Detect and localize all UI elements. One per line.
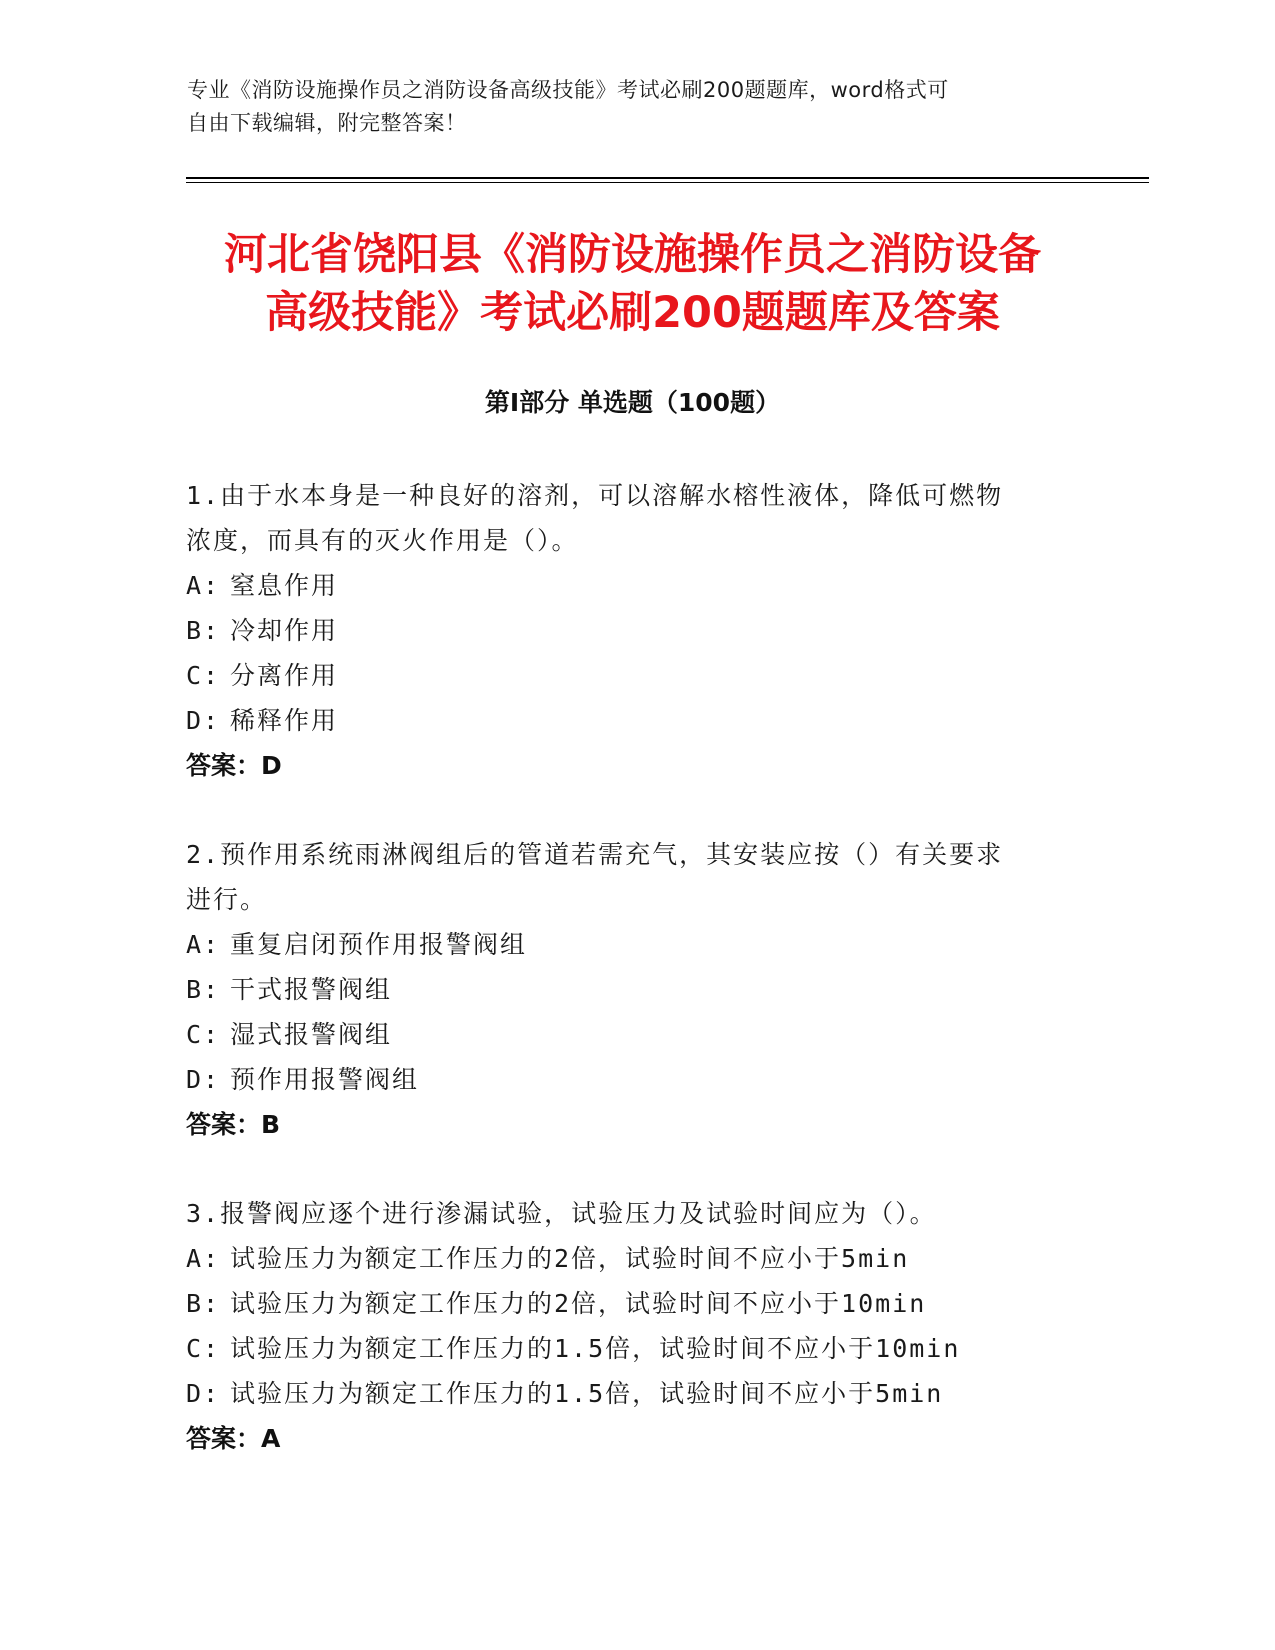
section-title: 第Ⅰ部分 单选题（100题） <box>484 388 781 417</box>
answer-label: 答案：D <box>186 751 282 780</box>
option-text: 窒息作用 <box>230 571 339 600</box>
option-b <box>186 608 1086 653</box>
question-3 <box>186 1191 1086 1461</box>
option-text: 试验压力为额定工作压力的1.5倍，试验时间不应小于10min <box>230 1334 961 1363</box>
option-c <box>186 1326 1086 1371</box>
question-2 <box>186 832 1086 1147</box>
option-letter: D: <box>186 1379 221 1408</box>
option-d <box>186 1371 1086 1416</box>
option-a <box>186 922 1086 967</box>
option-text: 稀释作用 <box>230 706 339 735</box>
header-rule-thin <box>186 182 1149 183</box>
option-text: 试验压力为额定工作压力的2倍，试验时间不应小于10min <box>230 1289 927 1318</box>
question-stem-line1: 3.报警阀应逐个进行渗漏试验，试验压力及试验时间应为（）。 <box>186 1199 937 1228</box>
option-letter: B: <box>186 975 221 1004</box>
option-c <box>186 653 1086 698</box>
option-text: 干式报警阀组 <box>230 975 393 1004</box>
option-a <box>186 563 1086 608</box>
option-d <box>186 698 1086 743</box>
option-a <box>186 1236 1086 1281</box>
option-letter: D: <box>186 706 221 735</box>
option-text: 分离作用 <box>230 661 339 690</box>
option-d <box>186 1057 1086 1102</box>
option-text: 冷却作用 <box>230 616 339 645</box>
option-text: 试验压力为额定工作压力的1.5倍，试验时间不应小于5min <box>230 1379 944 1408</box>
option-letter: C: <box>186 1334 221 1363</box>
header-intro-line1: 专业《消防设施操作员之消防设备高级技能》考试必刷200题题库，word格式可 <box>187 78 949 102</box>
document-title <box>186 226 1079 342</box>
option-text: 预作用报警阀组 <box>230 1065 420 1094</box>
question-list <box>186 473 1086 1505</box>
header-intro-line2: 自由下载编辑，附完整答案！ <box>187 111 467 135</box>
document-title-line1: 河北省饶阳县《消防设施操作员之消防设备 <box>224 230 1041 280</box>
question-stem-line1: 1.由于水本身是一种良好的溶剂，可以溶解水榕性液体，降低可燃物 <box>186 481 1004 510</box>
option-letter: A: <box>186 1244 221 1273</box>
question-stem-line2: 进行。 <box>186 885 268 914</box>
answer-label: 答案：A <box>186 1424 281 1453</box>
header-intro <box>187 74 1087 140</box>
option-letter: C: <box>186 1020 221 1049</box>
option-b <box>186 1281 1086 1326</box>
option-letter: D: <box>186 1065 221 1094</box>
option-c <box>186 1012 1086 1057</box>
option-text: 试验压力为额定工作压力的2倍，试验时间不应小于5min <box>230 1244 910 1273</box>
answer-label: 答案：B <box>186 1110 281 1139</box>
option-text: 重复启闭预作用报警阀组 <box>230 930 528 959</box>
option-letter: B: <box>186 1289 221 1318</box>
option-letter: A: <box>186 930 221 959</box>
option-letter: A: <box>186 571 221 600</box>
document-title-line2: 高级技能》考试必刷200题题库及答案 <box>265 288 1000 338</box>
question-1 <box>186 473 1086 788</box>
option-letter: C: <box>186 661 221 690</box>
option-b <box>186 967 1086 1012</box>
option-text: 湿式报警阀组 <box>230 1020 393 1049</box>
option-letter: B: <box>186 616 221 645</box>
question-stem-line1: 2.预作用系统雨淋阀组后的管道若需充气，其安装应按（）有关要求 <box>186 840 1004 869</box>
question-stem-line2: 浓度，而具有的灭火作用是（）。 <box>186 526 579 555</box>
header-rule-thick <box>186 177 1149 179</box>
